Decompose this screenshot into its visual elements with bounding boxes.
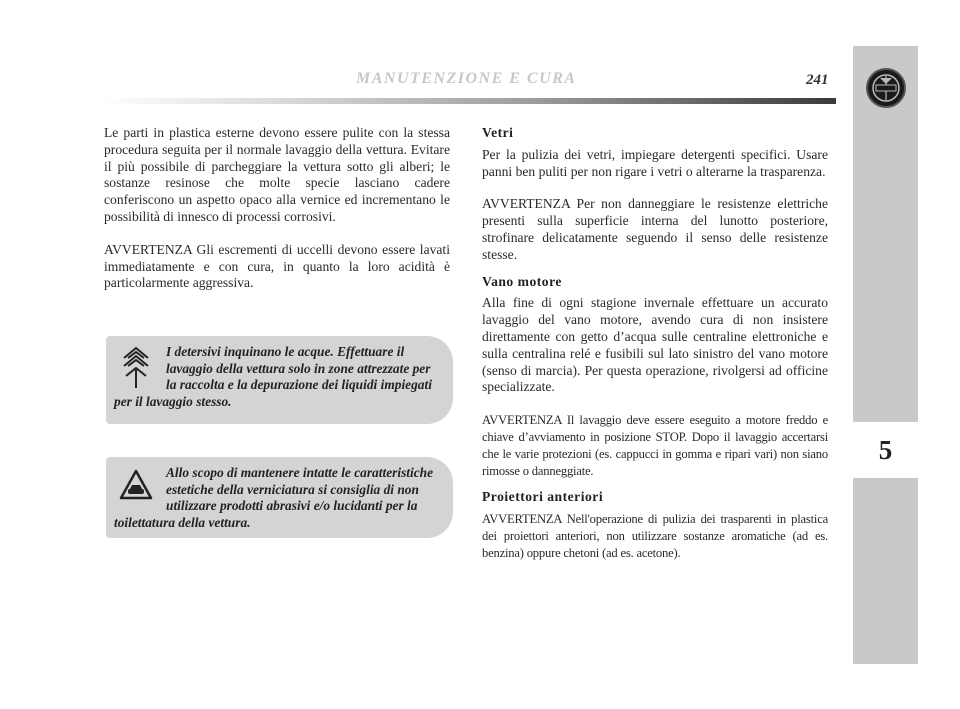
- section-heading: Proiettori anteriori: [482, 489, 604, 505]
- section-heading: Vano motore: [482, 273, 562, 289]
- left-column: [104, 125, 450, 308]
- section-title: MANUTENZIONE E CURA: [356, 70, 577, 87]
- page-number: 241: [806, 72, 829, 88]
- environment-note: I detersivi inquinano le acque. Effettuare il lavaggio della vettura solo in zone attrezzate per la raccolta e la depurazione dei liquidi impiegati per il lavaggio stesso.: [114, 344, 432, 409]
- warning-triangle-icon: [118, 465, 154, 513]
- chapter-number: 5: [878, 434, 893, 465]
- warning-paragraph: AVVERTENZA Nell'operazione di pulizia dei trasparenti in plastica dei proiettori anteriori, non utilizzare sostanze aromatiche (ad es. benzina) oppure chetoni (ad es. acetone).: [482, 512, 828, 560]
- environment-icon: [118, 344, 154, 392]
- warning-paragraph: AVVERTENZA Per non danneggiare le resistenze elettriche presenti sulla superficie interna del lunotto posteriore, strofinare delicatamente seguendo il senso delle resistenze stesse.: [482, 196, 828, 262]
- warning-paragraph: AVVERTENZA Gli escrementi di uccelli devono essere lavati immediatamente e con cura, in quanto la loro acidità è particolarmente aggressiva.: [104, 241, 450, 291]
- warning-paragraph: AVVERTENZA Il lavaggio deve essere eseguito a motore freddo e chiave d’avviamento in posizione STOP. Dopo il lavaggio accertarsi che le varie protezioni (es. cappucci in gomma e ripari vari) non siano rimosse o danneggiate.: [482, 413, 828, 478]
- lancia-logo-icon: [866, 68, 906, 108]
- warning-note: Allo scopo di mantenere intatte le caratteristiche estetiche della verniciatura si consiglia di non utilizzare prodotti abrasivi e/o lucidanti per la toilettatura della vettura.: [114, 465, 434, 530]
- chapter-marker: [853, 422, 918, 478]
- warning-callout: [106, 457, 453, 538]
- right-column: [482, 125, 828, 578]
- section-heading: Vetri: [482, 125, 514, 140]
- body-paragraph: Le parti in plastica esterne devono essere pulite con la stessa procedura seguita per il normale lavaggio della vettura. Evitare il più possibile di parcheggiare la vettura sotto gli alberi; le sostanze resinose che molte specie lasciano cadere conferiscono un aspetto opaco alla vernice ed incrementano le possibilità di innesco di processi corrosivi.: [104, 125, 450, 224]
- environment-callout: [106, 336, 453, 424]
- body-paragraph: Per la pulizia dei vetri, impiegare detergenti specifici. Usare panni ben puliti per non rigare i vetri o alterarne la trasparenza.: [482, 146, 828, 179]
- chapter-side-tab: [853, 46, 918, 664]
- header-divider: [100, 98, 836, 104]
- body-paragraph: Alla fine di ogni stagione invernale effettuare un accurato lavaggio del vano motore, avendo cura di non insistere direttamente con getto d’acqua sulle centraline elettroniche e sulla centralina relé e fusibili sul lato sinistro del vano motore (senso di marcia). Per questa operazione, rivolgersi ad officine specializzate.: [482, 295, 828, 395]
